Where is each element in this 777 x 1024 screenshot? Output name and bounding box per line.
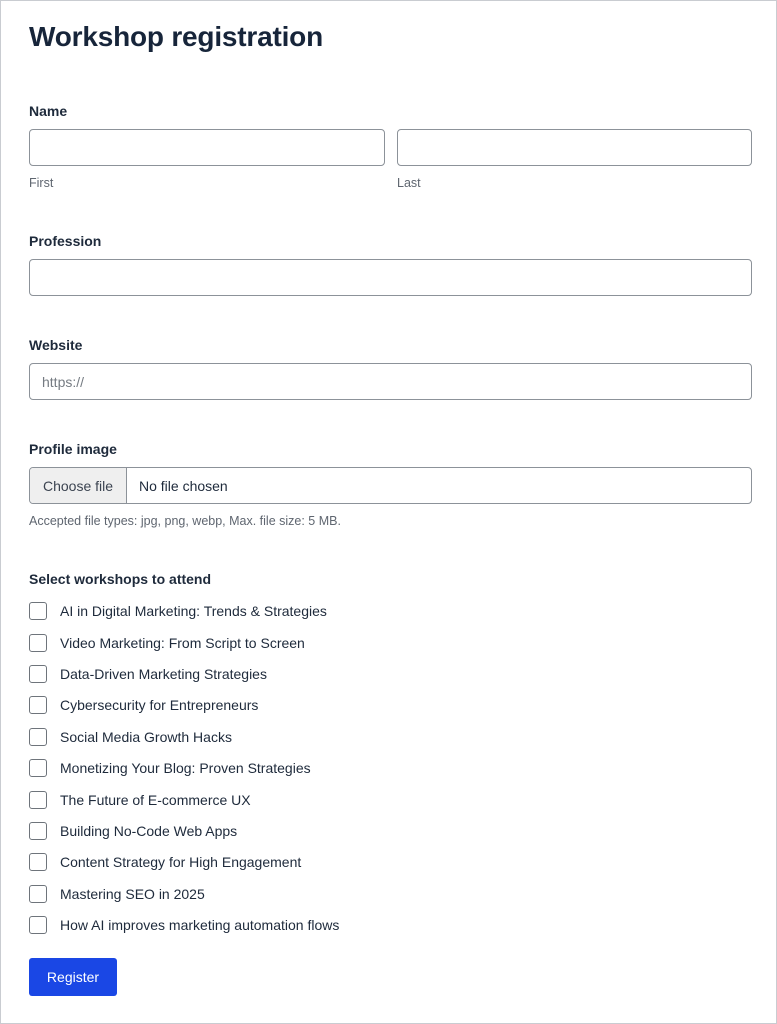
workshops-label: Select workshops to attend xyxy=(29,571,212,587)
workshop-option[interactable] xyxy=(29,757,311,778)
last-name-input[interactable] xyxy=(397,129,752,166)
workshop-option[interactable] xyxy=(29,883,205,904)
workshop-option-label: Building No-Code Web Apps xyxy=(60,822,238,839)
name-label: Name xyxy=(29,103,68,119)
file-status: No file chosen xyxy=(139,477,228,494)
workshop-checkbox[interactable] xyxy=(29,696,47,714)
workshop-option[interactable] xyxy=(29,694,258,715)
choose-file-button[interactable]: Choose file xyxy=(30,468,127,503)
workshop-option[interactable] xyxy=(29,726,232,747)
website-input[interactable] xyxy=(29,363,752,400)
workshop-checkbox[interactable] xyxy=(29,885,47,903)
workshop-option[interactable] xyxy=(29,600,327,621)
first-name-sublabel: First xyxy=(29,176,54,190)
workshop-option[interactable] xyxy=(29,663,267,684)
workshop-checkbox[interactable] xyxy=(29,634,47,652)
profession-input[interactable] xyxy=(29,259,752,296)
workshop-option[interactable] xyxy=(29,632,305,653)
first-name-input[interactable] xyxy=(29,129,385,166)
last-name-sublabel: Last xyxy=(397,176,421,190)
file-help-text: Accepted file types: jpg, png, webp, Max. file size: 5 MB. xyxy=(29,514,341,528)
register-button[interactable]: Register xyxy=(29,958,117,996)
workshop-option-label: How AI improves marketing automation flows xyxy=(60,916,340,933)
profile-image-file-input[interactable] xyxy=(29,467,752,504)
workshop-checkbox[interactable] xyxy=(29,665,47,683)
workshop-option-label: The Future of E-commerce UX xyxy=(60,791,251,808)
workshop-option-label: Mastering SEO in 2025 xyxy=(60,885,205,902)
profession-label: Profession xyxy=(29,233,102,249)
workshop-option-label: Content Strategy for High Engagement xyxy=(60,853,302,870)
profile-image-label: Profile image xyxy=(29,441,117,457)
workshop-checkbox[interactable] xyxy=(29,916,47,934)
workshop-checkbox[interactable] xyxy=(29,822,47,840)
workshop-option[interactable] xyxy=(29,820,237,841)
workshop-option-label: Cybersecurity for Entrepreneurs xyxy=(60,696,259,713)
workshop-option[interactable] xyxy=(29,851,301,872)
workshop-checkbox[interactable] xyxy=(29,853,47,871)
workshop-option-label: Social Media Growth Hacks xyxy=(60,728,232,745)
workshop-option[interactable] xyxy=(29,789,251,810)
workshop-option-label: AI in Digital Marketing: Trends & Strategies xyxy=(60,602,327,619)
page-title: Workshop registration xyxy=(29,21,323,52)
workshop-option-label: Monetizing Your Blog: Proven Strategies xyxy=(60,759,311,776)
workshop-option-label: Data-Driven Marketing Strategies xyxy=(60,665,267,682)
workshop-option-label: Video Marketing: From Script to Screen xyxy=(60,634,305,651)
workshop-checkbox[interactable] xyxy=(29,759,47,777)
workshop-option[interactable] xyxy=(29,914,339,935)
website-label: Website xyxy=(29,337,83,353)
workshop-checkbox[interactable] xyxy=(29,791,47,809)
workshop-checkbox[interactable] xyxy=(29,602,47,620)
workshop-checkbox[interactable] xyxy=(29,728,47,746)
